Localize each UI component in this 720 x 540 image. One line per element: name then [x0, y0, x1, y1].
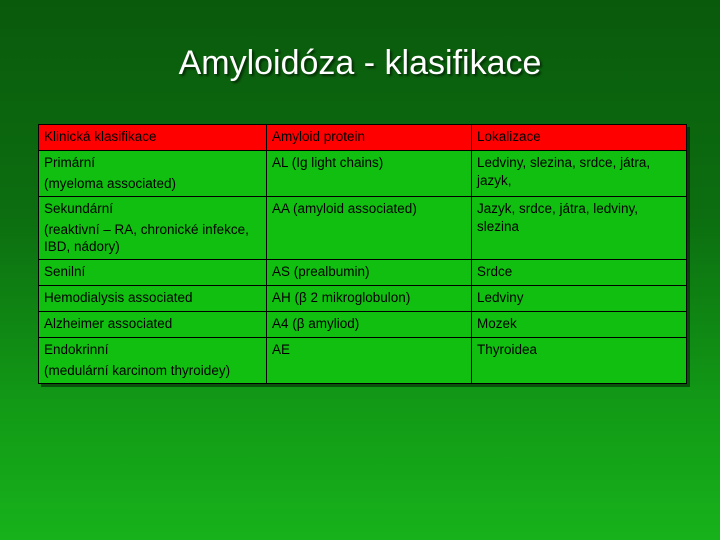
classification-table: [38, 124, 687, 384]
cell-klinicka-main: Senilní: [44, 264, 86, 279]
table-row: [39, 338, 687, 384]
cell-protein: AS (prealbumin): [267, 260, 472, 286]
cell-klinicka-main: Endokrinní: [44, 342, 109, 357]
cell-klinicka-main: Hemodialysis associated: [44, 290, 193, 305]
cell-klinicka: [39, 260, 267, 286]
table-row: [39, 260, 687, 286]
cell-protein: AH (β 2 mikroglobulon): [267, 286, 472, 312]
cell-lokalizace: Ledviny: [472, 286, 687, 312]
cell-protein: A4 (β amyliod): [267, 312, 472, 338]
cell-klinicka: [39, 312, 267, 338]
cell-lokalizace: Mozek: [472, 312, 687, 338]
cell-klinicka-note: (medulární karcinom thyroidey): [44, 363, 231, 378]
cell-klinicka: [39, 151, 267, 197]
cell-lokalizace: Jazyk, srdce, játra, ledviny, slezina: [472, 197, 687, 260]
cell-klinicka: [39, 338, 267, 384]
table-row: [39, 197, 687, 260]
cell-klinicka: [39, 197, 267, 260]
cell-lokalizace: Ledviny, slezina, srdce, játra, jazyk,: [472, 151, 687, 197]
cell-klinicka: [39, 286, 267, 312]
table-row: [39, 312, 687, 338]
cell-klinicka-main: Primární: [44, 155, 96, 170]
cell-klinicka-main: Sekundární: [44, 201, 114, 216]
table-row: [39, 286, 687, 312]
cell-lokalizace: Srdce: [472, 260, 687, 286]
header-amyloid-protein: Amyloid protein: [267, 125, 472, 151]
cell-klinicka-note: (reaktivní – RA, chronické infekce, IBD, nádory): [44, 222, 249, 254]
cell-protein: AL (Ig light chains): [267, 151, 472, 197]
table-header-row: [39, 125, 687, 151]
cell-klinicka-main: Alzheimer associated: [44, 316, 173, 331]
cell-lokalizace: Thyroidea: [472, 338, 687, 384]
table-row: [39, 151, 687, 197]
cell-klinicka-note: (myeloma associated): [44, 176, 177, 191]
cell-protein: AA (amyloid associated): [267, 197, 472, 260]
slide-title: Amyloidóza - klasifikace: [178, 44, 542, 82]
header-klinicka-klasifikace: Klinická klasifikace: [39, 125, 267, 151]
header-lokalizace: Lokalizace: [472, 125, 687, 151]
cell-protein: AE: [267, 338, 472, 384]
